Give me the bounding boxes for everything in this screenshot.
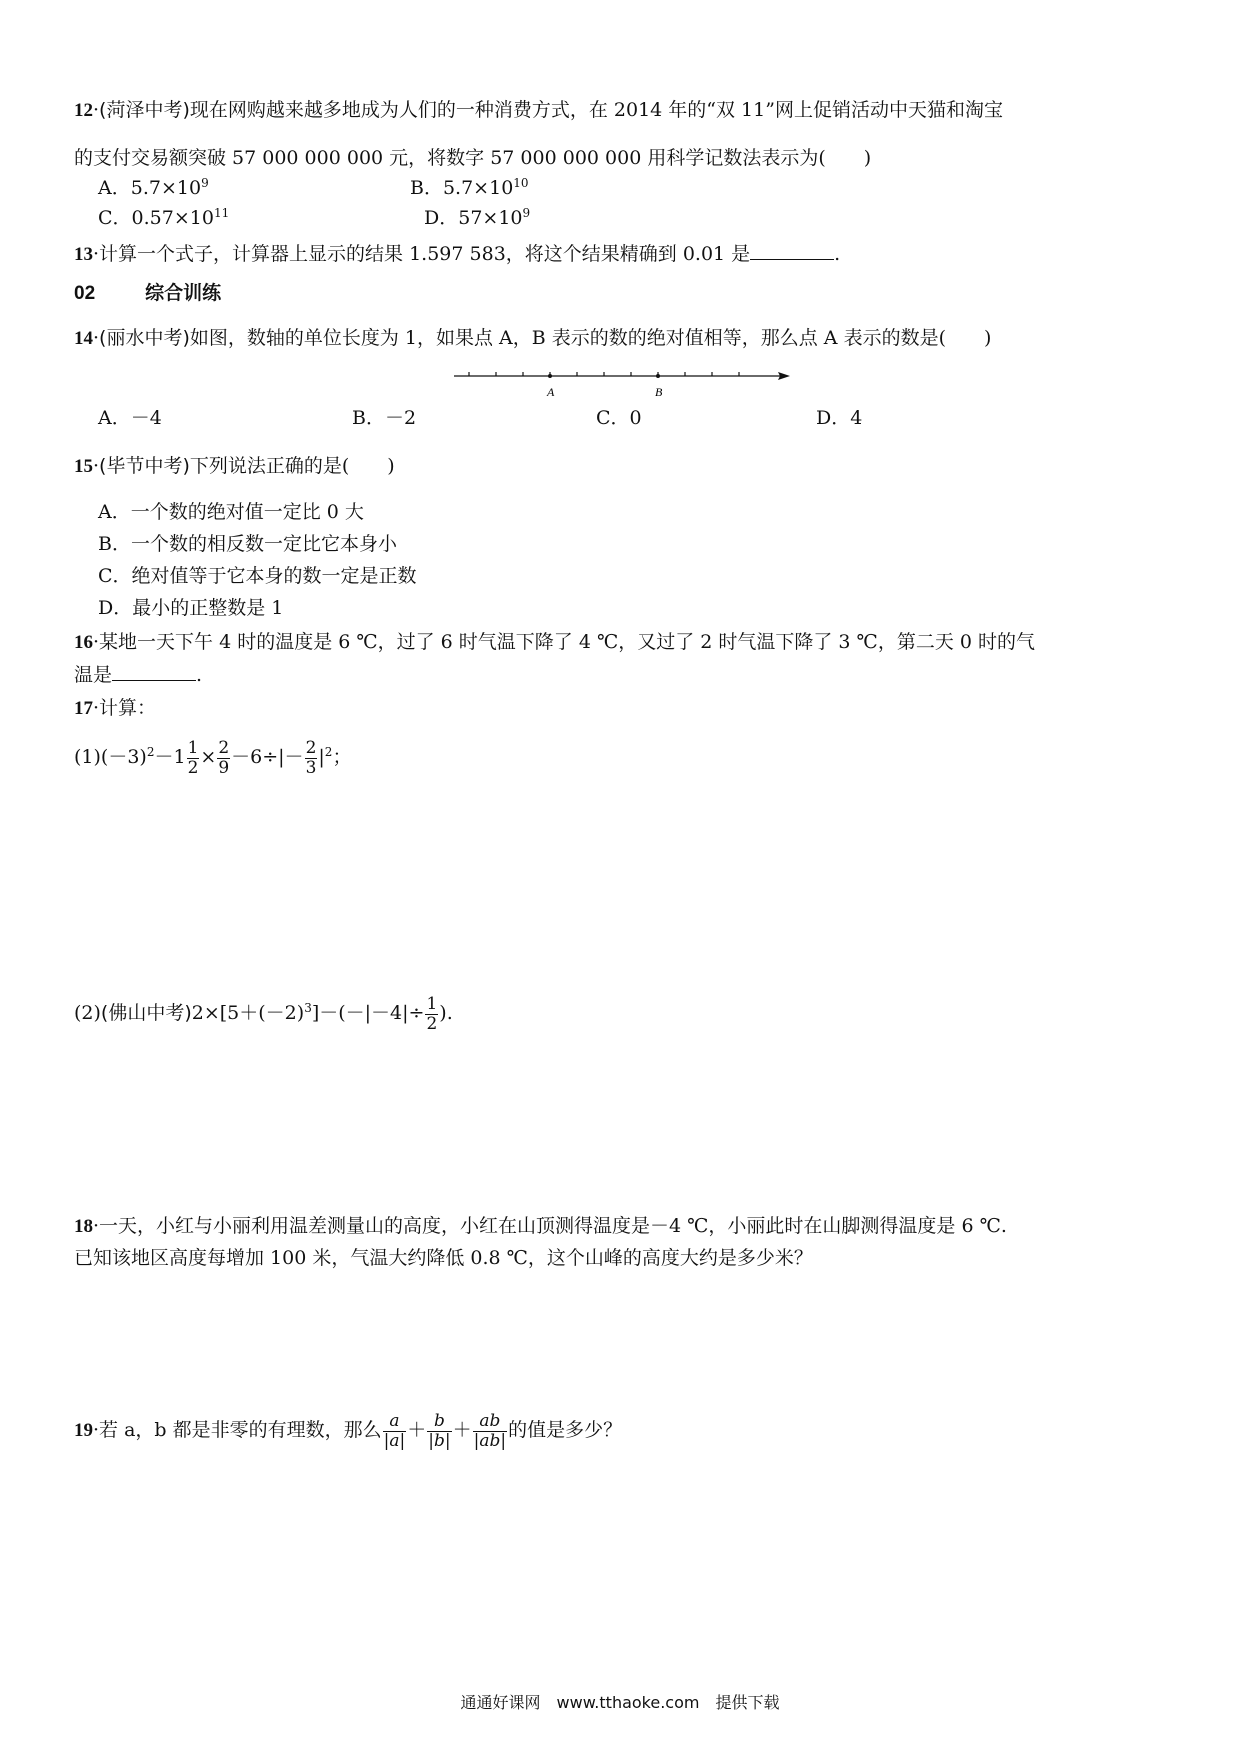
q14-dot: ·: [93, 327, 100, 349]
q12-option-b-base: 5.7×10: [442, 177, 514, 199]
q12-line2: 的支付交易额突破 57 000 000 000 元，将数字 57 000 000 000 用科学记数法表示为( ): [74, 147, 872, 169]
q17-p1-times: ×: [200, 746, 217, 768]
q14-option-b-value: －2: [384, 407, 417, 429]
q15-option-b-text: 一个数的相反数一定比它本身小: [130, 533, 397, 555]
q17-p2-end: ).: [439, 1002, 453, 1024]
q17-text: 计算：: [99, 697, 157, 719]
number-line-label-b: B: [655, 385, 663, 399]
q12-option-b-exp: 10: [513, 176, 529, 190]
q17-p1-tail: |: [318, 746, 325, 768]
q19-f1-den: |a|: [383, 1430, 406, 1451]
q17-p2-fraction: [425, 995, 438, 1034]
q17-p1-end: ；: [332, 746, 352, 768]
q15-line: [74, 454, 395, 479]
q17-p1-f2-den: 9: [218, 757, 230, 778]
q17-p1-prefix: (1)(－3): [74, 746, 147, 768]
q17-p1-mid: －6÷|－: [231, 746, 304, 768]
q16-text-line1: 某地一天下午 4 时的温度是 6 ℃，过了 6 时气温下降了 4 ℃，又过了 2 时气温下降了 3 ℃，第二天 0 时的气: [99, 631, 1035, 653]
q15-option-b: [98, 532, 397, 556]
q19-fraction-2: [427, 1412, 451, 1451]
q12-option-d-label: D．: [424, 207, 459, 229]
q14-text: 如图，数轴的单位长度为 1，如果点 A，B 表示的数的绝对值相等，那么点 A 表示的数是( ): [189, 327, 992, 349]
q13-dot: ·: [93, 243, 100, 265]
q17-part1-expression: [74, 736, 351, 778]
q15-option-a-label: A．: [98, 501, 131, 523]
q16-text-line2: 温是: [74, 664, 113, 686]
q12-number: 12: [74, 100, 93, 121]
q14-number: 14: [74, 328, 93, 349]
q12-text-line1: 现在网购越来越多地成为人们的一种消费方式，在 2014 年的“双 11”网上促销活动中天猫和淘宝: [189, 99, 1003, 121]
q16-answer-blank: [112, 662, 196, 681]
q12-source: (菏泽中考): [99, 99, 190, 121]
q14-option-c-value: 0: [629, 407, 642, 429]
q14-option-d-label: D．: [816, 407, 851, 429]
footer-credit: 通通好课网 www.tthaoke.com 提供下载: [460, 1693, 780, 1712]
q13-number: 13: [74, 244, 93, 265]
q17-p2-f-den: 2: [426, 1013, 438, 1034]
q19-f1-num: a: [383, 1412, 407, 1432]
q19-fraction-1: [383, 1412, 407, 1451]
q14-line: [74, 326, 991, 351]
q17-p2-expr: 2×[5＋(－2): [191, 1002, 305, 1024]
q14-source: (丽水中考): [99, 327, 190, 349]
q15-option-d-text: 最小的正整数是 1: [132, 597, 284, 619]
q13-end: .: [834, 243, 841, 265]
q19-post: 的值是多少？: [508, 1419, 623, 1441]
number-line-label-a: A: [547, 385, 555, 399]
q12-option-d-exp: 9: [522, 206, 531, 220]
q19-f3-den: |ab|: [473, 1430, 507, 1451]
q17-p2-expr2: ]－(－|－4|÷: [311, 1002, 425, 1024]
section-title: 综合训练: [145, 282, 222, 304]
q15-option-c-label: C．: [98, 565, 132, 587]
q14-option-d-value: 4: [850, 407, 863, 429]
q12-line1: [74, 98, 1003, 123]
q14-option-c: [596, 406, 642, 430]
q15-number: 15: [74, 456, 93, 477]
section-header: [74, 278, 221, 305]
q19-f3-num: ab: [473, 1412, 507, 1432]
q17-p1-square: 2: [146, 745, 155, 759]
q15-option-a: [98, 500, 364, 524]
q17-p1-f3-num: 2: [305, 737, 317, 758]
q14-option-c-label: C．: [596, 407, 630, 429]
q13-answer-blank: [750, 241, 834, 260]
q17-dot: ·: [93, 697, 100, 719]
q19-dot: ·: [93, 1419, 100, 1441]
q17-p1-fraction-2: [217, 739, 230, 778]
q14-option-a-label: A．: [98, 407, 131, 429]
q17-p1-fraction-3: [305, 739, 318, 778]
q12-option-a-exp: 9: [201, 176, 209, 190]
q19-plus-2: ＋: [452, 1419, 472, 1441]
q17-p1-tail-square: 2: [324, 745, 333, 759]
q19-fraction-3: [473, 1412, 507, 1451]
q12-dot: ·: [93, 99, 100, 121]
q15-source: (毕节中考): [99, 455, 190, 477]
q17-p2-f-num: 1: [426, 993, 438, 1014]
q17-line: [74, 696, 156, 721]
q18-text-line1: 一天，小红与小丽利用温差测量山的高度，小红在山顶测得温度是－4 ℃，小丽此时在山脚测得温度是 6 ℃.: [99, 1215, 1007, 1237]
section-number: 02: [74, 283, 96, 304]
q17-part2-expression: [74, 992, 453, 1034]
q19-line: [74, 1408, 622, 1453]
q15-text: 下列说法正确的是( ): [189, 455, 395, 477]
q18-dot: ·: [93, 1215, 100, 1237]
q19-plus-1: ＋: [407, 1419, 427, 1441]
q16-number: 16: [74, 632, 93, 653]
q15-option-c: [98, 564, 417, 588]
q18-number: 18: [74, 1216, 93, 1237]
q19-f2-num: b: [427, 1412, 451, 1432]
q12-option-b-label: B．: [410, 177, 443, 199]
q12-option-c-base: 0.57×10: [131, 207, 214, 229]
number-line-point-b: [656, 374, 660, 378]
q16-end: .: [196, 664, 203, 686]
q12-option-c-label: C．: [98, 207, 132, 229]
q17-number: 17: [74, 698, 93, 719]
number-line-figure: [454, 364, 790, 404]
q17-p2-cube: 3: [304, 1001, 312, 1015]
q18-line2: 已知该地区高度每增加 100 米，气温大约降低 0.8 ℃，这个山峰的高度大约是多少米？: [74, 1247, 813, 1269]
q15-option-d-label: D．: [98, 597, 133, 619]
q17-p1-f1-num: 1: [187, 737, 199, 758]
q17-p1-whole: －1: [154, 746, 186, 768]
q16-line1: [74, 630, 1035, 655]
q15-option-d: [98, 596, 283, 620]
number-line-point-a: [548, 374, 552, 378]
q13-line: [74, 241, 840, 267]
q13-text: 计算一个式子，计算器上显示的结果 1.597 583，将这个结果精确到 0.01 是: [99, 243, 751, 265]
q12-option-d-base: 57×10: [458, 207, 523, 229]
q17-p2-prefix: (2): [74, 1002, 101, 1024]
q16-dot: ·: [93, 631, 100, 653]
q12-option-b: [410, 176, 529, 200]
q14-option-b: [352, 406, 416, 430]
q19-f2-den: |b|: [428, 1430, 451, 1451]
q12-option-a-label: A．: [98, 177, 131, 199]
q17-p1-f2-num: 2: [218, 737, 230, 758]
q15-option-c-text: 绝对值等于它本身的数一定是正数: [131, 565, 417, 587]
q15-option-a-text: 一个数的绝对值一定比 0 大: [130, 501, 364, 523]
q17-p2-source: (佛山中考): [100, 1002, 192, 1024]
q12-option-d: [424, 206, 530, 230]
q12-option-c-exp: 11: [213, 206, 230, 220]
q19-number: 19: [74, 1420, 93, 1441]
q12-option-a-base: 5.7×10: [130, 177, 202, 199]
q12-option-a: [98, 176, 209, 200]
q19-pre: 若 a，b 都是非零的有理数，那么: [99, 1419, 382, 1441]
q14-option-a-value: －4: [130, 407, 162, 429]
q14-option-b-label: B．: [352, 407, 385, 429]
q15-dot: ·: [93, 455, 100, 477]
q14-option-d: [816, 406, 862, 430]
q17-p1-fraction-1: [187, 739, 200, 778]
q16-line2: [74, 662, 202, 687]
q17-p1-f1-den: 2: [187, 757, 199, 778]
q12-option-c: [98, 206, 229, 230]
q17-p1-f3-den: 3: [305, 757, 317, 778]
q18-line1: [74, 1214, 1007, 1239]
q15-option-b-label: B．: [98, 533, 131, 555]
q14-option-a: [98, 406, 162, 430]
